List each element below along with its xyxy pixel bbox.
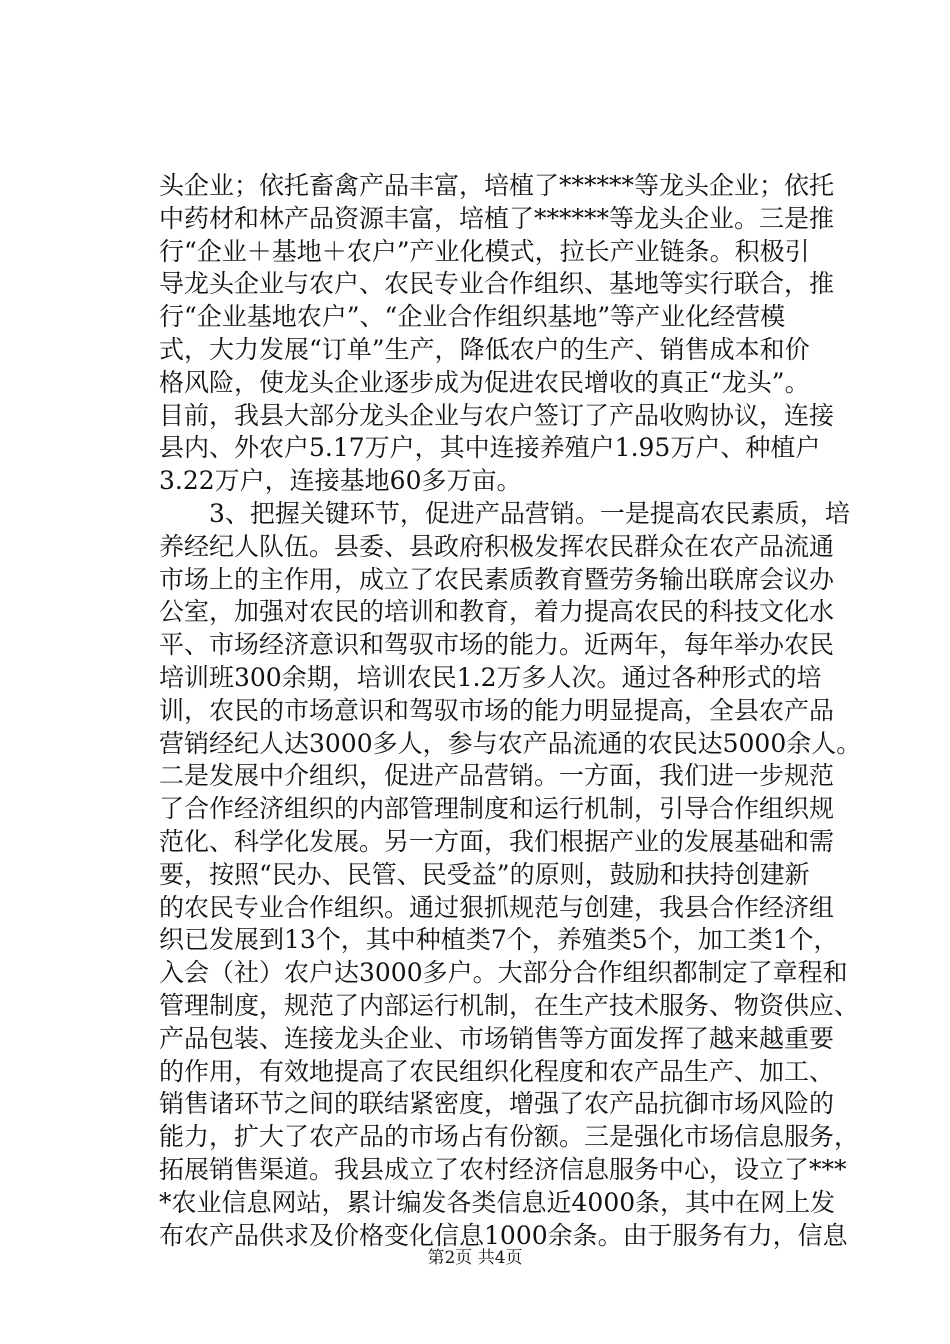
text-line: 织已发展到13个，其中种植类7个，养殖类5个，加工类1个， — [159, 925, 839, 955]
text-line: 导龙头企业与农户、农民专业合作组织、基地等实行联合，推 — [159, 269, 835, 299]
text-line: 3、把握关键环节，促进产品营销。一是提高农民素质，培 — [159, 498, 850, 528]
text-line: 行“企业基地农户”、“企业合作组织基地”等产业化经营模 — [159, 302, 786, 332]
text-line: 平、市场经济意识和驾驭市场的能力。近两年，每年举办农民 — [159, 630, 835, 660]
text-line: 管理制度，规范了内部运行机制，在生产技术服务、物资供应、 — [159, 990, 860, 1020]
text-line: 范化、科学化发展。另一方面，我们根据产业的发展基础和需 — [159, 826, 835, 856]
text-line: 县内、外农户5.17万户，其中连接养殖户1.95万户、种植户 — [159, 433, 821, 463]
text-line: 产品包装、连接龙头企业、市场销售等方面发挥了越来越重要 — [159, 1023, 835, 1053]
text-line: 3.22万户，连接基地60多万亩。 — [159, 466, 522, 496]
text-line: 了合作经济组织的内部管理制度和运行机制，引导合作组织规 — [159, 794, 835, 824]
text-line: 能力，扩大了农产品的市场占有份额。三是强化市场信息服务， — [159, 1122, 860, 1152]
text-line: 行“企业＋基地＋农户”产业化模式，拉长产业链条。积极引 — [159, 236, 810, 266]
text-line: 格风险，使龙头企业逐步成为促进农民增收的真正“龙头”。 — [159, 367, 810, 397]
text-line: 公室，加强对农民的培训和教育，着力提高农民的科技文化水 — [159, 597, 835, 627]
text-line: 市场上的主作用，成立了农民素质教育暨劳务输出联席会议办 — [159, 564, 835, 594]
text-line: 要，按照“民办、民管、民受益”的原则，鼓励和扶持创建新 — [159, 859, 810, 889]
text-line: 培训班300余期，培训农民1.2万多人次。通过各种形式的培 — [159, 662, 822, 692]
text-line: 入会（社）农户达3000多户。大部分合作组织都制定了章程和 — [159, 958, 848, 988]
text-line: 的农民专业合作组织。通过狠抓规范与创建，我县合作经济组 — [159, 892, 835, 922]
text-line: 头企业；依托畜禽产品丰富，培植了******等龙头企业；依托 — [159, 171, 835, 200]
text-line: 式，大力发展“订单”生产，降低农户的生产、销售成本和价 — [159, 334, 810, 364]
text-line: 销售诸环节之间的联结紧密度，增强了农产品抗御市场风险的 — [159, 1089, 835, 1119]
text-line: 训，农民的市场意识和驾驭市场的能力明显提高，全县农产品 — [159, 695, 835, 725]
text-line: 养经纪人队伍。县委、县政府积极发挥农民群众在农产品流通 — [159, 531, 835, 561]
body-text — [159, 170, 862, 1252]
text-line: 布农产品供求及价格变化信息1000余条。由于服务有力，信息 — [159, 1220, 848, 1250]
text-line: 拓展销售渠道。我县成立了农村经济信息服务中心，设立了*** — [159, 1154, 847, 1184]
text-line: 营销经纪人达3000多人，参与农产品流通的农民达5000余人。 — [159, 728, 862, 758]
text-line: 的作用，有效地提高了农民组织化程度和农产品生产、加工、 — [159, 1056, 835, 1086]
page-footer: 第2页 共4页 — [427, 1248, 523, 1268]
text-line: 中药材和林产品资源丰富，培植了******等龙头企业。三是推 — [159, 203, 835, 233]
text-line: 目前，我县大部分龙头企业与农户签订了产品收购协议，连接 — [159, 400, 835, 430]
text-line: 二是发展中介组织，促进产品营销。一方面，我们进一步规范 — [159, 761, 835, 791]
text-line: *农业信息网站，累计编发各类信息近4000条，其中在网上发 — [159, 1187, 836, 1217]
